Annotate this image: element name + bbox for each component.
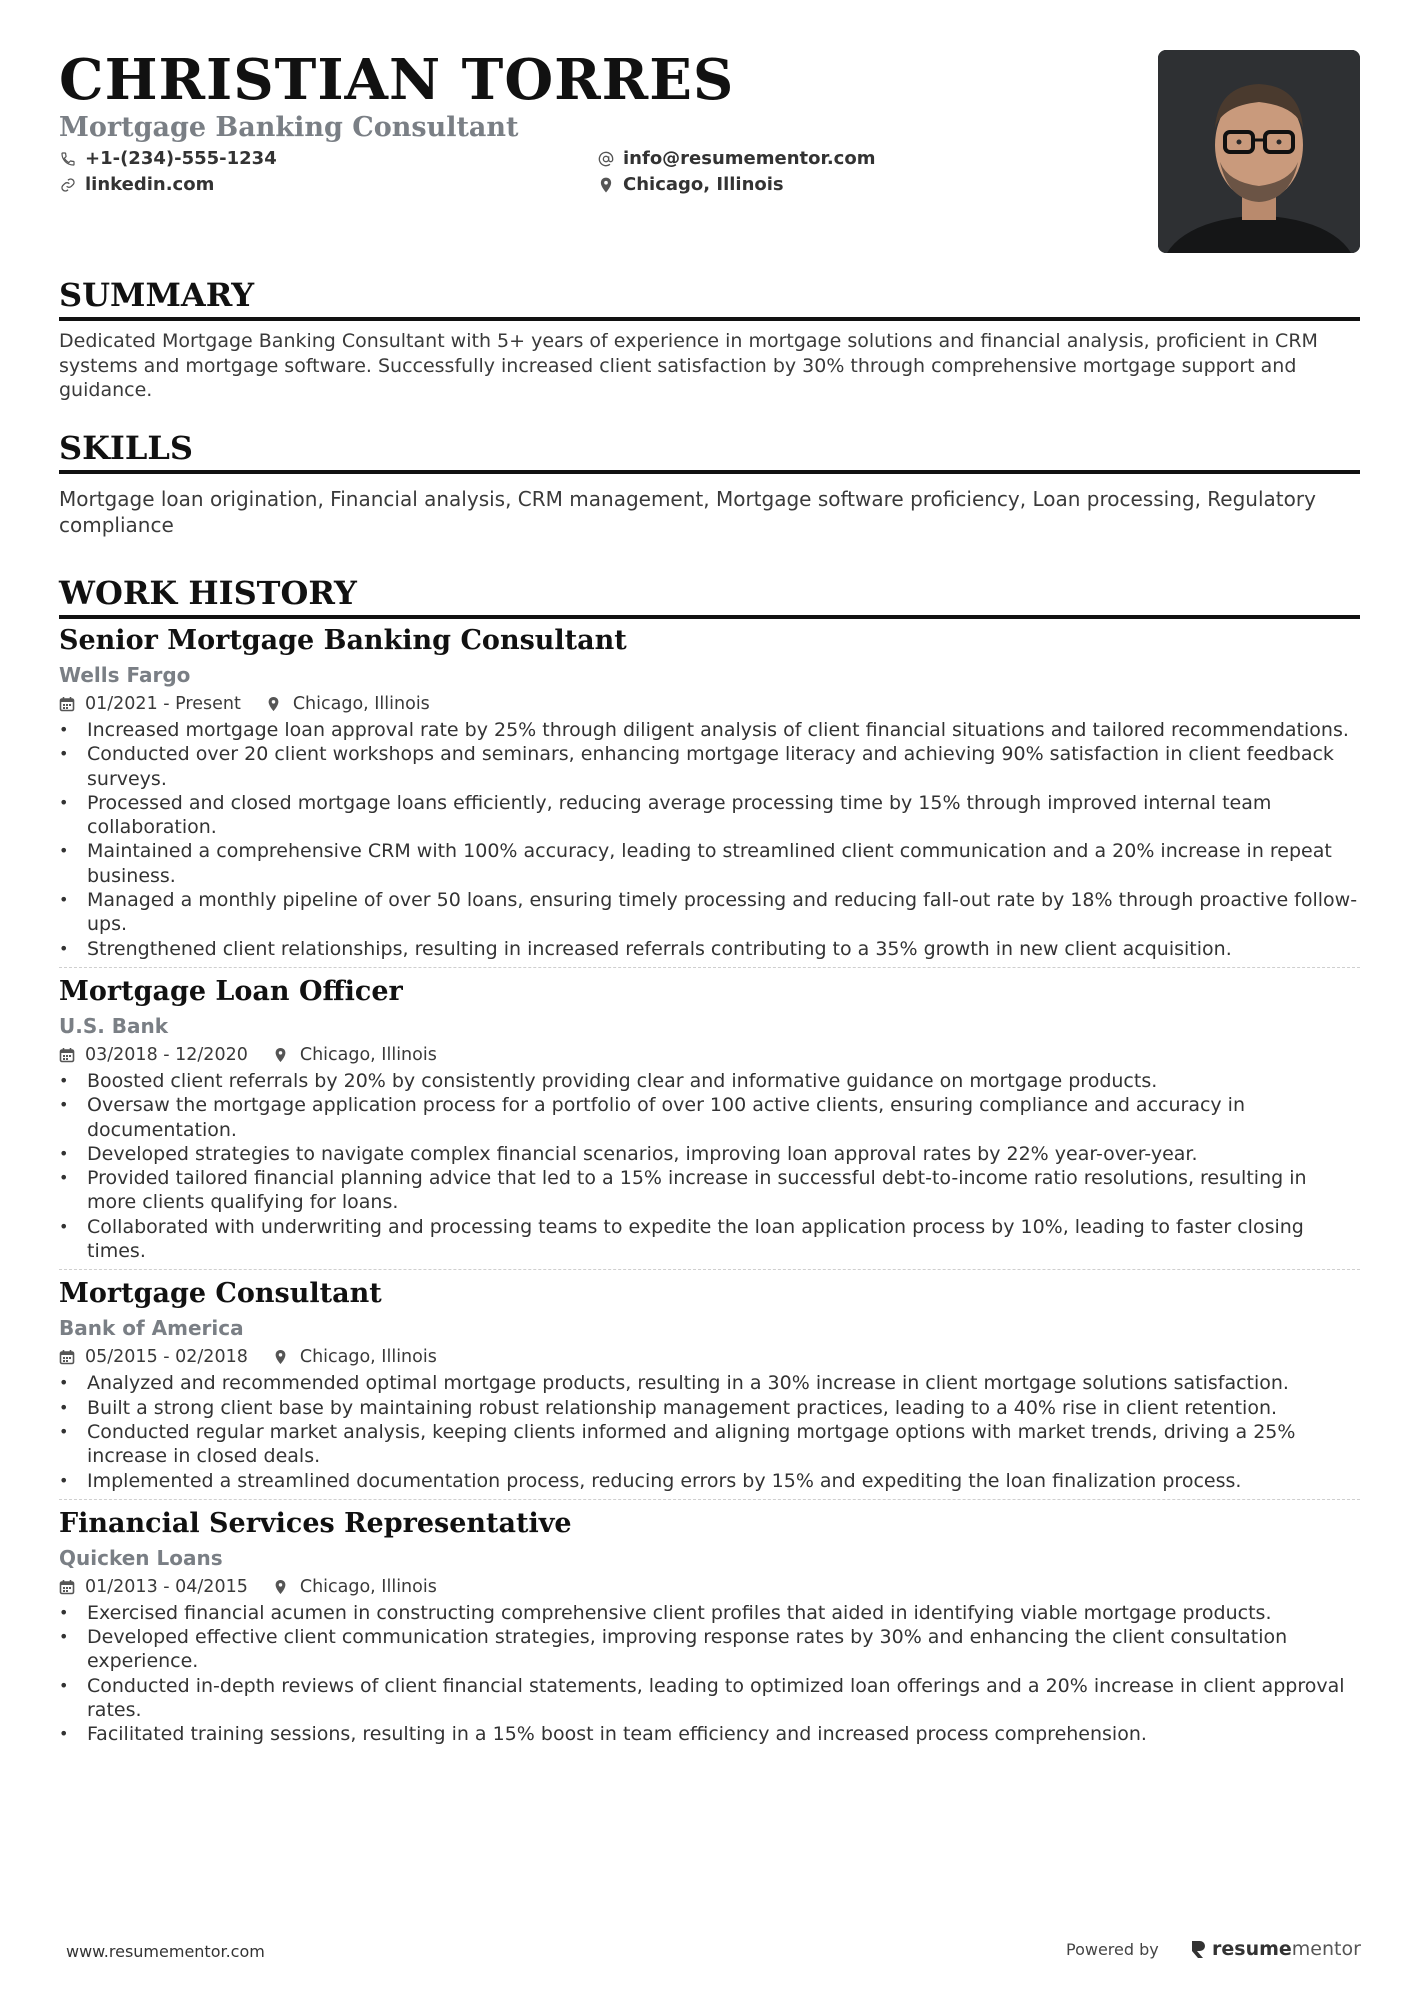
skills-section <box>59 428 1360 538</box>
map-pin-icon <box>274 1579 290 1595</box>
job-bullet: • Increased mortgage loan approval rate by 25% through diligent analysis of client financial situations and tailored recommendations. <box>59 718 1360 742</box>
map-pin-icon <box>267 696 283 712</box>
footer-site[interactable]: www.resumementor.com <box>66 1942 265 1961</box>
calendar-icon <box>59 1349 75 1365</box>
brand-light: mentor <box>1291 1938 1361 1960</box>
map-pin-icon <box>274 1349 290 1365</box>
job-title: Financial Services Representative <box>59 1507 572 1539</box>
job-location: Chicago, Illinois <box>299 1347 437 1368</box>
footer-powered: Powered by <box>1066 1940 1159 1959</box>
job-divider <box>59 967 1360 968</box>
job-meta <box>59 1575 1360 1599</box>
map-pin-icon <box>597 176 615 194</box>
phone-icon <box>59 150 77 168</box>
job-location: Chicago, Illinois <box>299 1576 437 1597</box>
email-contact <box>597 147 875 171</box>
job-bullet: • Implemented a streamlined documentation process, reducing errors by 15% and expediting the loan finalization process. <box>59 1469 1360 1493</box>
job-location: Chicago, Illinois <box>299 1044 437 1065</box>
summary-text: Dedicated Mortgage Banking Consultant with 5+ years of experience in mortgage solutions and financial analysis, proficient in CRM systems and mortgage software. Successfully increased client satisfaction by 30% through comprehensive mortgage support and guidance. <box>59 330 1318 401</box>
job-bullet: • Maintained a comprehensive CRM with 100% accuracy, leading to streamlined client communication and a 20% increase in repeat business. <box>59 839 1360 888</box>
footer-brand[interactable] <box>1190 1938 1361 1960</box>
at-sign-icon <box>597 150 615 168</box>
linkedin-contact <box>59 173 214 197</box>
email-text[interactable]: info@resumementor.com <box>623 148 876 169</box>
work-history-section <box>59 573 1360 1747</box>
summary-section <box>59 275 1360 403</box>
job-bullets <box>59 1371 1360 1492</box>
job-title: Mortgage Consultant <box>59 1278 382 1310</box>
link-icon <box>59 176 77 194</box>
job-bullet: • Developed strategies to navigate complex financial scenarios, improving loan approval rates by 22% year-over-year. <box>59 1142 1360 1166</box>
calendar-icon <box>59 696 75 712</box>
summary-heading: SUMMARY <box>59 275 1360 321</box>
calendar-icon <box>59 1047 75 1063</box>
job-bullets <box>59 718 1360 961</box>
job-entry <box>59 1506 1360 1747</box>
job-location: Chicago, Illinois <box>292 694 430 714</box>
job-bullet: • Developed effective client communication strategies, improving response rates by 30% and enhancing the client consultation experience. <box>59 1625 1360 1674</box>
work-history-heading: WORK HISTORY <box>59 573 1360 619</box>
map-pin-icon <box>274 1047 290 1063</box>
skills-heading: SKILLS <box>59 428 1360 474</box>
job-dates: 01/2013 - 04/2015 <box>85 1576 248 1597</box>
job-bullet: • Analyzed and recommended optimal mortgage products, resulting in a 30% increase in client mortgage solutions satisfaction. <box>59 1371 1360 1395</box>
job-bullet: • Processed and closed mortgage loans efficiently, reducing average processing time by 15% through improved internal team collaboration. <box>59 791 1360 840</box>
skills-text: Mortgage loan origination, Financial analysis, CRM management, Mortgage software proficiency, Loan processing, Regulatory compliance <box>59 487 1316 537</box>
candidate-name: CHRISTIAN TORRES <box>59 47 735 113</box>
job-entry <box>59 974 1360 1270</box>
job-title: Senior Mortgage Banking Consultant <box>59 625 627 656</box>
job-bullet: • Exercised financial acumen in constructing comprehensive client profiles that aided in identifying viable mortgage products. <box>59 1601 1360 1625</box>
job-meta <box>59 1043 1360 1067</box>
brand-bold: resume <box>1212 1938 1292 1960</box>
job-entry <box>59 1276 1360 1499</box>
job-dates: 05/2015 - 02/2018 <box>85 1347 248 1368</box>
job-divider <box>59 1499 1360 1500</box>
job-list <box>59 623 1360 1747</box>
job-bullet: • Provided tailored financial planning advice that led to a 15% increase in successful debt-to-income ratio resolutions, resulting in more clients qualifying for loans. <box>59 1166 1360 1215</box>
location-contact <box>597 173 784 197</box>
job-bullet: • Conducted regular market analysis, keeping clients informed and aligning mortgage options with market trends, driving a 25% increase in closed deals. <box>59 1420 1360 1469</box>
job-bullet: • Conducted over 20 client workshops and seminars, enhancing mortgage literacy and achieving 90% satisfaction in client feedback surveys. <box>59 742 1360 791</box>
job-title: Mortgage Loan Officer <box>59 975 403 1007</box>
phone-contact <box>59 147 277 171</box>
resume-page <box>59 0 1360 1746</box>
brand-logo-icon <box>1190 1939 1206 1959</box>
job-bullet: • Collaborated with underwriting and processing teams to expedite the loan application process by 10%, leading to faster closing times. <box>59 1215 1360 1264</box>
job-bullet: • Managed a monthly pipeline of over 50 loans, ensuring timely processing and reducing fall-out rate by 18% through proactive follow-ups. <box>59 888 1360 937</box>
job-bullet: • Conducted in-depth reviews of client financial statements, leading to optimized loan offerings and a 20% increase in client approval rates. <box>59 1674 1360 1723</box>
location-text: Chicago, Illinois <box>623 174 784 195</box>
phone-text[interactable]: +1-(234)-555-1234 <box>85 148 277 169</box>
job-bullet: • Strengthened client relationships, resulting in increased referrals contributing to a 35% growth in new client acquisition. <box>59 937 1360 961</box>
job-entry <box>59 623 1360 968</box>
job-company: Quicken Loans <box>59 1545 223 1570</box>
job-dates: 01/2021 - Present <box>85 694 241 714</box>
job-bullet: • Facilitated training sessions, resulting in a 15% boost in team efficiency and increased process comprehension. <box>59 1722 1360 1746</box>
job-company: Wells Fargo <box>59 663 191 687</box>
job-bullets <box>59 1601 1360 1747</box>
job-dates: 03/2018 - 12/2020 <box>85 1044 248 1065</box>
job-company: Bank of America <box>59 1316 244 1341</box>
job-meta <box>59 1345 1360 1369</box>
job-bullet: • Built a strong client base by maintaining robust relationship management practices, leading to a 40% rise in client retention. <box>59 1396 1360 1420</box>
page-footer <box>0 1940 1410 1970</box>
calendar-icon <box>59 1579 75 1595</box>
candidate-role: Mortgage Banking Consultant <box>59 112 519 143</box>
linkedin-text[interactable]: linkedin.com <box>85 174 215 195</box>
resume-header <box>59 0 1360 262</box>
job-bullets <box>59 1069 1360 1263</box>
job-meta <box>59 692 1360 716</box>
job-company: U.S. Bank <box>59 1013 169 1038</box>
profile-photo <box>1158 50 1360 253</box>
job-bullet: • Oversaw the mortgage application process for a portfolio of over 100 active clients, ensuring compliance and accuracy in documentation. <box>59 1093 1360 1142</box>
job-divider <box>59 1269 1360 1270</box>
job-bullet: • Boosted client referrals by 20% by consistently providing clear and informative guidance on mortgage products. <box>59 1069 1360 1093</box>
